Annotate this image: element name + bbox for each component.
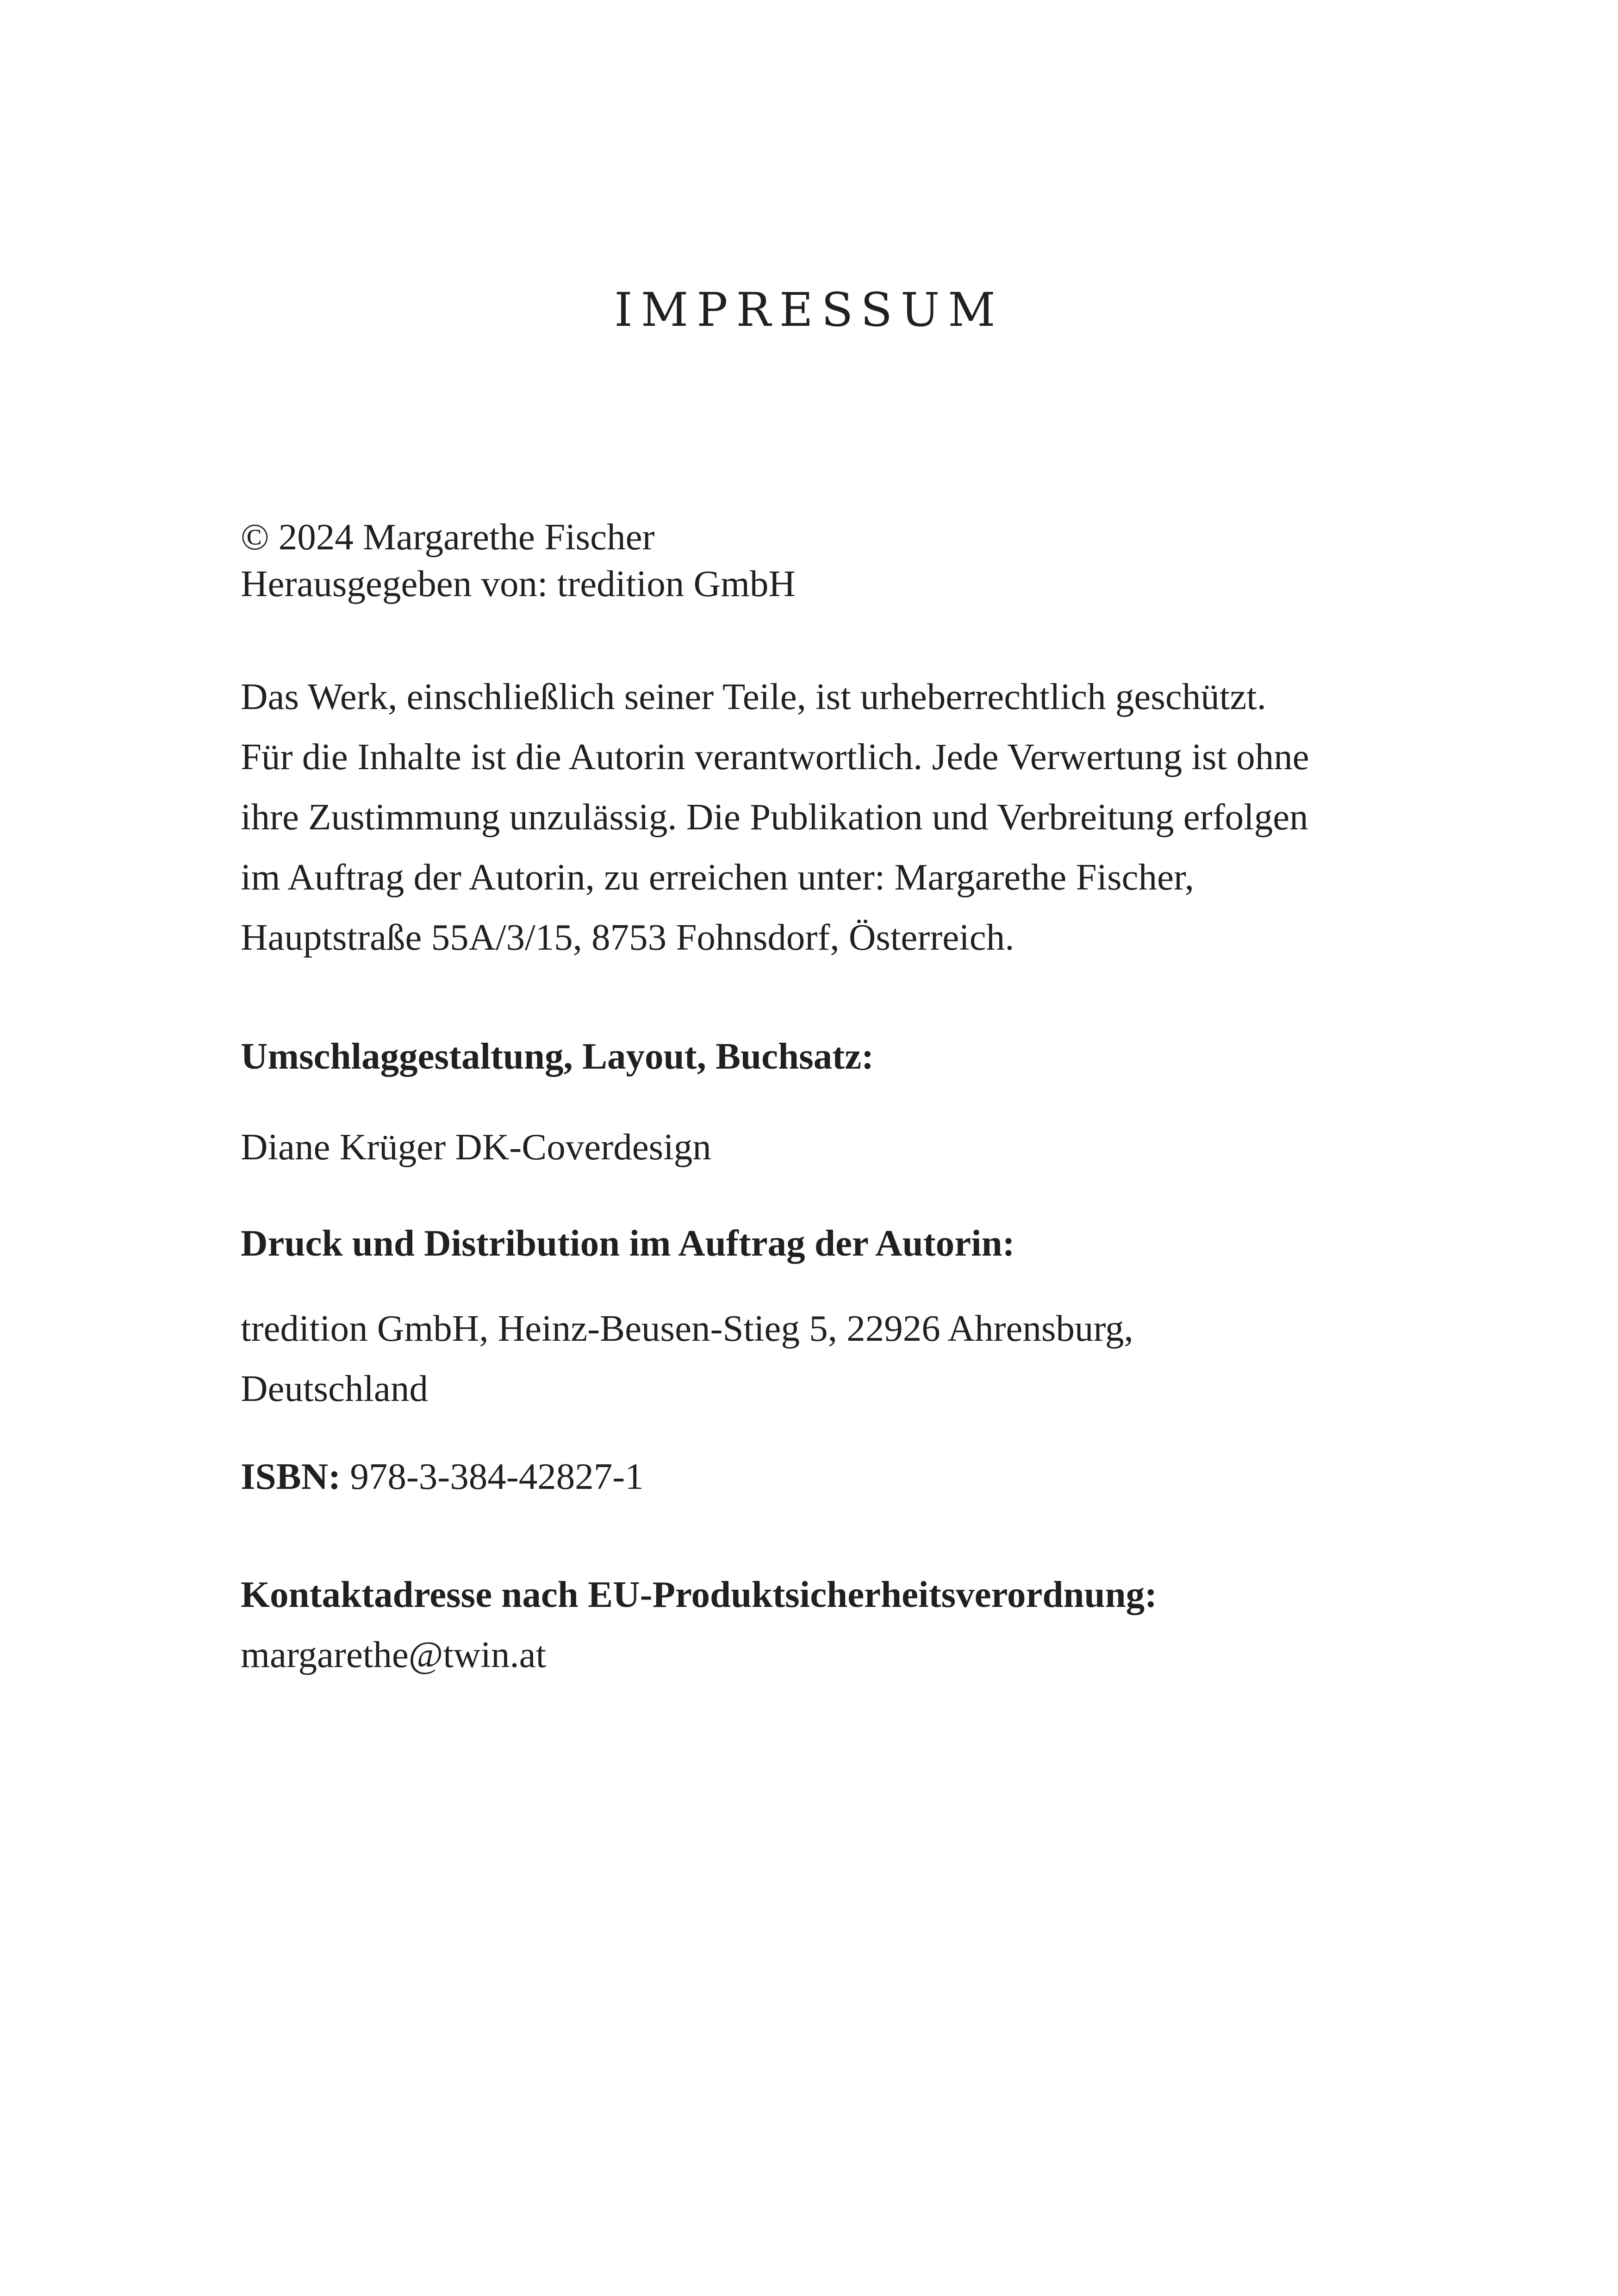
rights-line: ihre Zustimmung unzulässig. Die Publikation und Verbreitung erfolgen xyxy=(241,796,1308,838)
printing-address-line: tredition GmbH, Heinz-Beusen-Stieg 5, 22926 Ahrensburg, xyxy=(241,1307,1133,1349)
rights-line: Für die Inhalte ist die Autorin verantwortlich. Jede Verwertung ist ohne xyxy=(241,736,1309,778)
printing-address xyxy=(241,1298,1398,1419)
copyright-block xyxy=(241,514,1398,607)
cover-design-label: Umschlaggestaltung, Layout, Buchsatz: xyxy=(241,1035,874,1077)
isbn-value: 978-3-384-42827-1 xyxy=(350,1456,644,1497)
cover-design-value: Diane Krüger DK-Coverdesign xyxy=(241,1126,711,1168)
isbn-label: ISBN: xyxy=(241,1456,341,1497)
printing-label: Druck und Distribution im Auftrag der Autorin: xyxy=(241,1222,1015,1264)
rights-line: Hauptstraße 55A/3/15, 8753 Fohnsdorf, Österreich. xyxy=(241,916,1014,958)
rights-paragraph xyxy=(241,666,1398,967)
printing-address-line: Deutschland xyxy=(241,1368,428,1409)
page-title: IMPRESSUM xyxy=(614,283,1004,337)
publisher-line: Herausgegeben von: tredition GmbH xyxy=(241,563,796,604)
rights-line: im Auftrag der Autorin, zu erreichen unter: Margarethe Fischer, xyxy=(241,856,1195,898)
copyright-line: © 2024 Margarethe Fischer xyxy=(241,516,655,558)
rights-line: Das Werk, einschließlich seiner Teile, ist urheberrechtlich geschützt. xyxy=(241,676,1267,717)
isbn-line xyxy=(241,1453,1398,1500)
contact-email: margarethe@twin.at xyxy=(241,1634,547,1675)
contact-label: Kontaktadresse nach EU-Produktsicherheitsverordnung: xyxy=(241,1574,1157,1615)
